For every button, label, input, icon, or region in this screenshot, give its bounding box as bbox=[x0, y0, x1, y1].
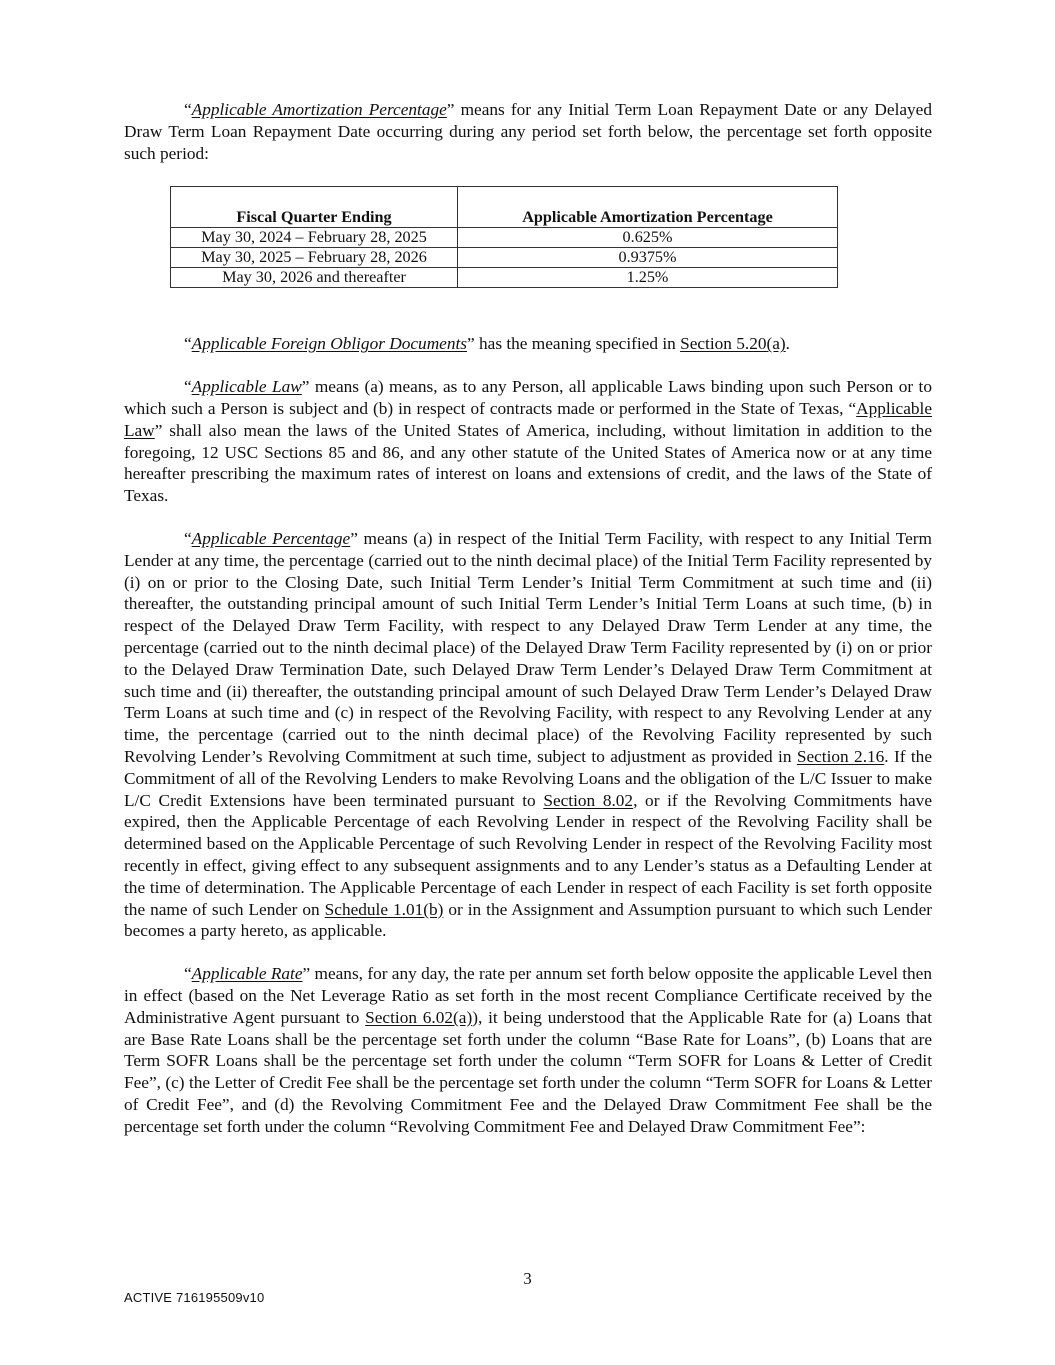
definition-applicable-law bbox=[124, 376, 932, 507]
table-cell: May 30, 2024 – February 28, 2025 bbox=[171, 228, 458, 248]
column-header: Fiscal Quarter Ending bbox=[171, 187, 458, 228]
column-header: Applicable Amortization Percentage bbox=[458, 187, 838, 228]
definition-applicable-percentage bbox=[124, 528, 932, 942]
table-row bbox=[171, 268, 838, 288]
document-id: ACTIVE 716195509v10 bbox=[124, 1290, 265, 1305]
definition-text: ” has the meaning specified in bbox=[467, 334, 681, 354]
document-body bbox=[124, 99, 932, 1137]
table-header-row bbox=[171, 187, 838, 228]
table-cell: May 30, 2026 and thereafter bbox=[171, 268, 458, 288]
open-quote: “ bbox=[184, 528, 192, 548]
page-number: 3 bbox=[523, 1269, 532, 1288]
open-quote: “ bbox=[184, 377, 192, 397]
table-row bbox=[171, 228, 838, 248]
definition-text: ” means (a) means, as to any Person, all applicable Laws binding upon such Person or to which such a Person is subject and (b) in respect of contracts made or performed in the State of Texas, “ bbox=[124, 377, 932, 418]
definition-text: ” means, for any day, the rate per annum set forth below opposite the applicable Level then in effect (based on the Net Leverage Ratio as set forth in the most recent Compliance Certificate received by the Administrative Agent pursuant to bbox=[124, 964, 932, 1027]
section-reference[interactable]: Section 2.16 bbox=[796, 746, 885, 766]
term-reference: Applicable Law bbox=[124, 398, 932, 440]
open-quote: “ bbox=[184, 964, 192, 984]
amortization-table bbox=[170, 186, 838, 288]
table-row bbox=[171, 248, 838, 268]
table-cell: 1.25% bbox=[458, 268, 838, 288]
defined-term: Applicable Foreign Obligor Documents bbox=[191, 334, 468, 354]
section-reference[interactable]: Section 6.02(a) bbox=[365, 1007, 473, 1027]
definition-applicable-foreign-obligor-documents bbox=[124, 333, 932, 355]
definition-text: ” shall also mean the laws of the United States of America, including, without limitation in addition to the foregoing, 12 USC Sections 85 and 86, and any other statute of the United States of America now or at any time hereafter prescribing the maximum rates of interest on loans and extensions of credit, and the laws of the State of Texas. bbox=[124, 420, 932, 506]
table-cell: 0.9375% bbox=[458, 248, 838, 268]
definition-text: ” means for any Initial Term Loan Repayment Date or any Delayed Draw Term Loan Repayment Date occurring during any period set forth below, the percentage set forth opposite such period: bbox=[124, 100, 932, 163]
defined-term: Applicable Amortization Percentage bbox=[191, 100, 447, 119]
definition-text: . If the Commitment of all of the Revolving Lenders to make Revolving Loans and the obligation of the L/C Issuer to make L/C Credit Extensions have been terminated pursuant to bbox=[124, 746, 932, 810]
defined-term: Applicable Percentage bbox=[191, 528, 351, 548]
definition-applicable-rate bbox=[124, 963, 932, 1137]
open-quote: “ bbox=[184, 100, 192, 119]
table-cell: 0.625% bbox=[458, 228, 838, 248]
section-reference[interactable]: Section 5.20(a) bbox=[680, 334, 786, 354]
section-reference[interactable]: Section 8.02 bbox=[543, 790, 634, 810]
definition-text: , or if the Revolving Commitments have expired, then the Applicable Percentage of each Revolving Lender in respect of the Revolving Facility shall be determined based on the Applicable Percentage of such Revolving Lender in respect of the Revolving Facility most recently in effect, giving effect to any subsequent assignments and to any Lender’s status as a Defaulting Lender at the time of determination. The Applicable Percentage of each Lender in respect of each Facility is set forth opposite the name of such Lender on bbox=[124, 790, 932, 919]
table-cell: May 30, 2025 – February 28, 2026 bbox=[171, 248, 458, 268]
schedule-reference[interactable]: Schedule 1.01(b) bbox=[324, 899, 444, 919]
defined-term: Applicable Law bbox=[191, 377, 302, 397]
defined-term: Applicable Rate bbox=[191, 964, 303, 984]
definition-text: . bbox=[785, 334, 790, 354]
definition-text: ), it being understood that the Applicable Rate for (a) Loans that are Base Rate Loans shall be the percentage set forth under the column “Base Rate for Loans”, (b) Loans that are Term SOFR Loans shall be the percentage set forth under the column “Term SOFR for Loans & Letter of Credit Fee”, (c) the Letter of Credit Fee shall be the percentage set forth under the column “Term SOFR for Loans & Letter of Credit Fee”, and (d) the Revolving Commitment Fee and the Delayed Draw Commitment Fee shall be the percentage set forth under the column “Revolving Commitment Fee and Delayed Draw Commitment Fee”: bbox=[124, 1007, 933, 1136]
open-quote: “ bbox=[184, 334, 192, 354]
definition-text: or in the Assignment and Assumption pursuant to which such Lender becomes a party hereto, as applicable. bbox=[124, 899, 932, 941]
definition-text: ” means (a) in respect of the Initial Term Facility, with respect to any Initial Term Lender at any time, the percentage (carried out to the ninth decimal place) of the Initial Term Facility represented by (i) on or prior to the Closing Date, such Initial Term Lender’s Initial Term Commitment at such time and (ii) thereafter, the outstanding principal amount of such Initial Term Lender’s Initial Term Loans at such time, (b) in respect of the Delayed Draw Term Facility, with respect to any Delayed Draw Term Lender at any time, the percentage (carried out to the ninth decimal place) of the Delayed Draw Term Facility represented by (i) on or prior to the Delayed Draw Termination Date, such Delayed Draw Term Lender’s Delayed Draw Term Commitment at such time and (ii) thereafter, the outstanding principal amount of such Delayed Draw Term Lender’s Delayed Draw Term Loans at such time and (c) in respect of the Revolving Facility, with respect to any Revolving Lender at any time, the percentage (carried out to the ninth decimal place) of the Revolving Facility represented by such Revolving Lender’s Revolving Commitment at such time, subject to adjustment as provided in bbox=[124, 528, 932, 766]
definition-applicable-amortization-percentage bbox=[124, 99, 932, 164]
